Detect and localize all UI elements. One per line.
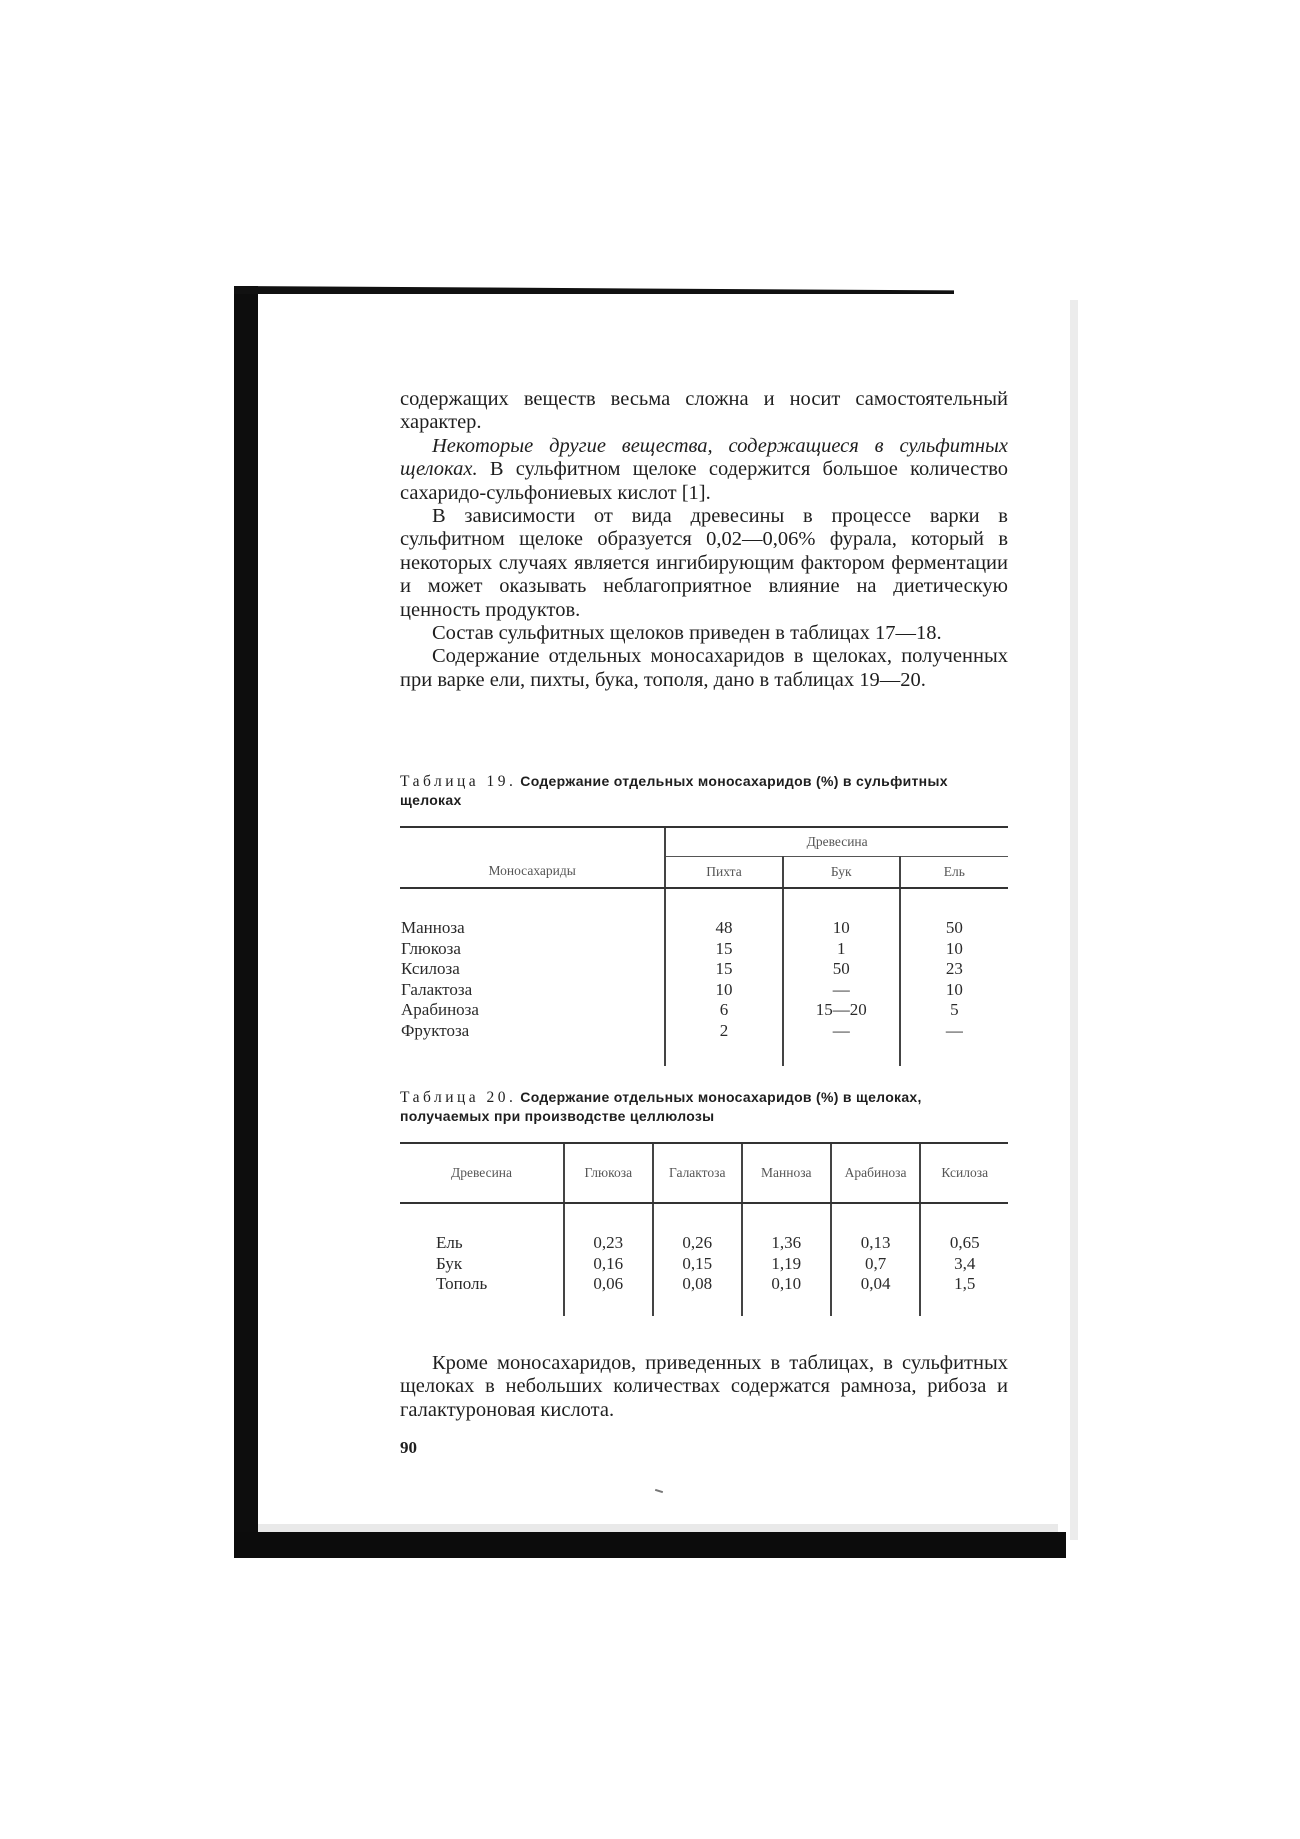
table20-cell: 0,16 [564, 1254, 653, 1275]
table19-cell: 15—20 [783, 1000, 900, 1021]
table19-cell: 15 [665, 959, 782, 980]
table20-cell: 0,7 [831, 1254, 921, 1275]
table19-col-header: Пихта [665, 857, 782, 889]
table20-cell: 0,65 [920, 1203, 1008, 1254]
table20-cell: 1,19 [742, 1254, 831, 1275]
table20-cell: 0,04 [831, 1274, 921, 1316]
final-paragraph: Кроме моносахаридов, приведенных в таблицах, в сульфитных щелоках в небольших количествах содержатся рамноза, рибоза и галактуроновая кислота. [400, 1352, 1008, 1421]
table20-cell: 1,36 [742, 1203, 831, 1254]
table19-cell: 5 [900, 1000, 1008, 1021]
table19-row-name: Манноза [401, 918, 465, 937]
table20-row-name: Тополь [436, 1274, 488, 1293]
table20-cell: 0,06 [564, 1274, 653, 1316]
table20-title: Содержание отдельных моносахаридов (%) в щелоках, получаемых при производстве целлюлозы [400, 1089, 922, 1124]
table19-cell: — [783, 1021, 900, 1067]
page-number: 90 [400, 1438, 417, 1457]
paragraph-4: Состав сульфитных щелоков приведен в таблицах 17—18. [432, 622, 942, 645]
table19-cell: 50 [900, 888, 1008, 939]
table19-cell: 10 [900, 939, 1008, 960]
scan-edge-bottom [234, 1532, 1066, 1558]
table19-col-header: Ель [900, 857, 1008, 889]
table19-cell: 2 [665, 1021, 782, 1067]
table19-cell: 23 [900, 959, 1008, 980]
table20-cell: 0,26 [653, 1203, 742, 1254]
scan-edge-bottom-light [258, 1524, 1058, 1532]
table20-rowhead: Древесина [400, 1143, 564, 1203]
table19-cell: — [783, 980, 900, 1001]
scan-edge-top [234, 286, 954, 294]
table20-cell: 0,10 [742, 1274, 831, 1316]
table20-col-header: Арабиноза [831, 1143, 921, 1203]
paragraph-5: Содержание отдельных моносахаридов в щелоках, полученных при варке ели, пихты, бука, тополя, дано в таблицах 19—20. [400, 645, 1008, 691]
table20-col-header: Ксилоза [920, 1143, 1008, 1203]
table19-row-name: Глюкоза [401, 938, 461, 958]
table19-cell: 6 [665, 1000, 782, 1021]
table20-cell: 3,4 [920, 1254, 1008, 1275]
book-page [400, 388, 1008, 1457]
table20-cell: 0,13 [831, 1203, 921, 1254]
paragraph-2 [400, 435, 1008, 505]
table19-label: Таблица 19. [400, 773, 517, 790]
table19-caption [400, 772, 1008, 810]
paragraph-3: В зависимости от вида древесины в процессе варки в сульфитном щелоке образуется 0,02—0,06% фурала, который в некоторых случаях является ингибирующим фактором ферментации и может оказывать неблагоприятное влияние на диетическую ценность продуктов. [400, 505, 1008, 621]
paragraph-2-italic: Некоторые другие вещества, содержащиеся в сульфитных щелоках. [400, 434, 1008, 481]
table19-cell: 1 [783, 939, 900, 960]
table19-cell: 15 [665, 939, 782, 960]
table20-col-header: Глюкоза [564, 1143, 653, 1203]
table19-title: Содержание отдельных моносахаридов (%) в сульфитных щелоках [400, 773, 948, 808]
table19-cell: 10 [783, 888, 900, 939]
table19-row-name: Фруктоза [401, 1020, 470, 1040]
table20-cell: 1,5 [920, 1274, 1008, 1316]
table20-col-header: Галактоза [653, 1143, 742, 1203]
scan-edge-left [234, 286, 258, 1548]
table20-col-header: Манноза [742, 1143, 831, 1203]
table19-group-header: Древесина [665, 827, 1008, 857]
table20-cell: 0,08 [653, 1274, 742, 1316]
scan-edge-right [1070, 300, 1078, 1540]
table19-cell: 10 [665, 980, 782, 1001]
table20-cell: 0,15 [653, 1254, 742, 1275]
table19-cell: 50 [783, 959, 900, 980]
scan-speck [655, 1489, 663, 1493]
table19-col-header: Бук [783, 857, 900, 889]
table19-row-name: Галактоза [401, 979, 473, 999]
table20-caption [400, 1088, 1008, 1126]
table20-cell: 0,23 [564, 1203, 653, 1254]
table20 [400, 1142, 1008, 1316]
table20-row-name: Бук [436, 1253, 463, 1273]
table20-label: Таблица 20. [400, 1089, 517, 1106]
table19-row-name: Ксилоза [401, 959, 460, 978]
table19-row-name: Арабиноза [401, 1000, 479, 1019]
table19-cell: — [900, 1021, 1008, 1067]
paragraph-2-rest: В сульфитном щелоке содержится большое количество сахаридо-сульфониевых кислот [1]. [400, 458, 1008, 504]
table19-cell: 48 [665, 888, 782, 939]
table19-cell: 10 [900, 980, 1008, 1001]
paragraph-1: содержащих веществ весьма сложна и носит самостоятельный характер. [400, 388, 1008, 434]
table20-row-name: Ель [436, 1233, 463, 1252]
table19-rowhead: Моносахариды [400, 827, 665, 888]
table19 [400, 826, 1008, 1066]
